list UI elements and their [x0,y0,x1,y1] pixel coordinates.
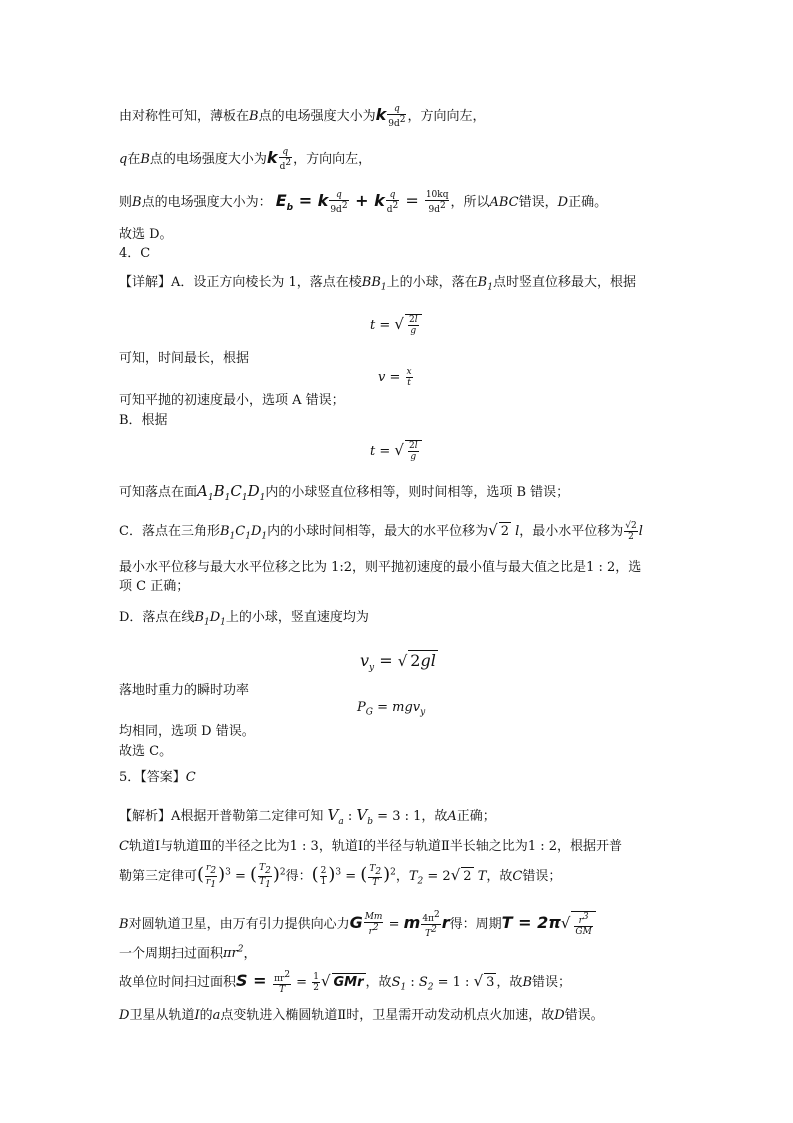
var-D: D [557,195,569,210]
text: 错误； [532,975,572,990]
text: 内的小球竖直位移相等，则时间相等，选项 B 错误； [265,485,570,500]
line-same: 均相同，选项 D 错误。 [119,724,255,739]
var-I: I [194,1008,200,1023]
text: 故单位时间扫过面积 [119,975,237,990]
answer-value: C [185,770,196,785]
text: 轨道Ⅰ与轨道Ⅲ的半径之比为 [128,839,290,854]
text: 由对称性可知，薄板在 [119,109,250,124]
q4-option-b-head: B．根据 [119,413,168,428]
q5-analysis-b-line1: B对圆轨道卫星，由万有引力提供向心力G $\frac{Mm}{r^2}$ = m $\frac{4\pi^2}{T^2}$ r得：周期T = 2π√ $\frac{r^3}{GM}$ [119,910,596,939]
text: ， [395,868,409,884]
var-ABC: ABC [489,195,519,210]
formula-vy: $v_y$ = √ 2gl [360,651,436,674]
text: ，故 [421,809,448,824]
text: ，轨道Ⅰ的半径与轨道Ⅱ半长轴之比为 [318,839,528,854]
text: 5． [119,770,141,785]
var-q: q [119,152,128,167]
q5-analysis-b-line2: 一个周期扫过面积$\pi r^2$， [119,945,257,962]
text: 点的电场强度大小为 [149,152,267,167]
formula-velocity: v = $\frac{x}{t}$ [378,367,412,388]
text: ，根据开普 [557,839,623,854]
text: 上的小球，落在 [386,275,478,290]
text: 在 [127,152,141,167]
line-charge-field: q在B点的电场强度大小为k $\frac{q}{d^2}$ ，方向向左， [119,147,372,172]
text: 错误； [522,868,562,884]
line-total-field: 则B点的电场强度大小为： $E_b = k$ $\frac{q}{9d^2}$ + k $\frac{q}{d^2}$ = $\frac{10kq}{9d^2}$ ，所以ABC错误，D正确。 [119,190,608,215]
line-power: 落地时重力的瞬时功率 [119,683,250,698]
formula-power: $P_G = mgv_y$ [357,700,426,718]
text: 的 [199,1008,213,1023]
text: C．落点在三角形 [119,524,220,539]
var-D: D [119,1008,130,1023]
q5-analysis-c-line1 [119,838,622,856]
text: ，最小水平位移为 [519,524,624,539]
q4-option-a: 【详解】A．设正方向棱长为 1，落点在棱$BB_1$上的小球，落在$B_1$点时竖直位移最大，根据 [119,275,636,293]
var-B: B [132,195,142,210]
line-time-longest: 可知，时间最长，根据 [119,351,250,366]
text: ，故 [486,868,513,884]
text: ，所以 [450,195,490,210]
q5-analysis-c-line2: 勒第三定律可( $\frac{r_2}{r_1}$ )$^3$ = ( $\frac{T_2}{T_1}$ )$^2$得：( $\frac{2}{1}$ )$^3$ = ( $\frac{T_2}{T}$ )$^2$，$T_2 = 2√$ 2 T，故C错误； [119,863,562,890]
text: 错误， [518,195,558,210]
q5-analysis-b-line3: 故单位时间扫过面积S = $\frac{\pi r^2}{T}$ = $\frac{1}{2}$ √ GMr ，故$S_1$ : $S_2 = 1$ : √ 3 ，故B错误； [119,970,572,995]
ratio-value: 1 : 2 [586,560,616,575]
text: ， [243,946,257,962]
var-a: a [212,1008,221,1023]
var-C: C [512,868,523,884]
q4-option-d-text: D．落点在线$B_1D_1$上的小球，竖直速度均为 [119,610,369,628]
text: 可知落点在面 [119,485,198,500]
text: 得： [285,868,312,884]
q4-option-c-line3: 项 C 正确； [119,579,190,594]
line-choose-c: 故选 C。 [119,744,173,759]
q4-option-c-line2 [119,559,641,577]
formula-time: t = √ $\frac{2l}{g}$ [370,314,422,336]
text: 最小水平位移与最大水平位移之比为 1:2，则平抛初速度的最小值与最大值之比是 [119,560,587,575]
text: 卫星从轨道 [129,1008,195,1023]
var-D: D [554,1008,565,1023]
q5-analysis-a: 【解析】A根据开普勒第二定律可知 $V_a$ : $V_b = 3$ : 1，故A正确； [119,806,496,827]
text: ，故 [496,975,523,990]
text: D．落点在线 [119,610,195,625]
q5-analysis-d [119,1007,604,1025]
text: 错误。 [564,1008,604,1023]
var-A: A [447,809,457,824]
text: 得：周期 [449,917,502,932]
line-choose-d: 故选 D。 [119,227,173,242]
text: 内的小球时间相等，最大的水平位移为 [267,524,489,539]
text: ，故 [365,975,392,990]
text: 上的小球，竖直速度均为 [225,610,369,625]
text: 正确； [456,809,496,824]
text: 点时竖直位移最大，根据 [492,275,636,290]
line-min-speed: 可知平抛的初速度最小，选项 A 错误； [119,393,345,408]
text: 正确。 [568,195,608,210]
text: 【解析】 [119,809,172,824]
text: 勒第三定律可 [119,868,198,884]
text: 点的电场强度大小为： [141,195,272,210]
var-B: B [119,917,129,932]
text: 一个周期扫过面积 [119,946,224,962]
text: 对圆轨道卫星，由万有引力提供向心力 [128,917,350,932]
ratio-2: 1 : 2 [527,839,557,854]
q4-option-b-text: 可知落点在面$A_1B_1C_1D_1$内的小球竖直位移相等，则时间相等，选项 B 错误； [119,482,570,503]
q4-option-c-text: C．落点在三角形$B_1C_1D_1$内的小球时间相等，最大的水平位移为√ 2 l，最小水平位移为 $\frac{√2}{2}$ l [119,521,643,542]
answer-tag: 【答案】 [140,770,186,785]
var-B: B [140,152,150,167]
text: ，方向向左， [407,109,486,124]
ratio-1: 1 : 3 [289,839,319,854]
formula-time-2: t = √ $\frac{2l}{g}$ [370,440,422,462]
var-C: C [119,839,129,854]
q4-heading: 4．C [119,246,151,261]
text: 则 [119,195,133,210]
text: 【详解】A．设正方向棱长为 1，落点在棱 [119,275,362,290]
text: ，方向向左， [293,152,372,167]
text: 点变轨进入椭圆轨道Ⅱ时，卫星需开动发动机点火加速，故 [220,1008,555,1023]
q5-heading [119,769,196,787]
line-field-plate: 由对称性可知，薄板在B点的电场强度大小为k $\frac{q}{9d^2}$ ，方向向左， [119,104,486,129]
text: 点的电场强度大小为 [258,109,376,124]
var-B: B [522,975,532,990]
text: A根据开普勒第二定律可知 [171,809,324,824]
text: ，选 [615,560,642,575]
var-B: B [249,109,259,124]
